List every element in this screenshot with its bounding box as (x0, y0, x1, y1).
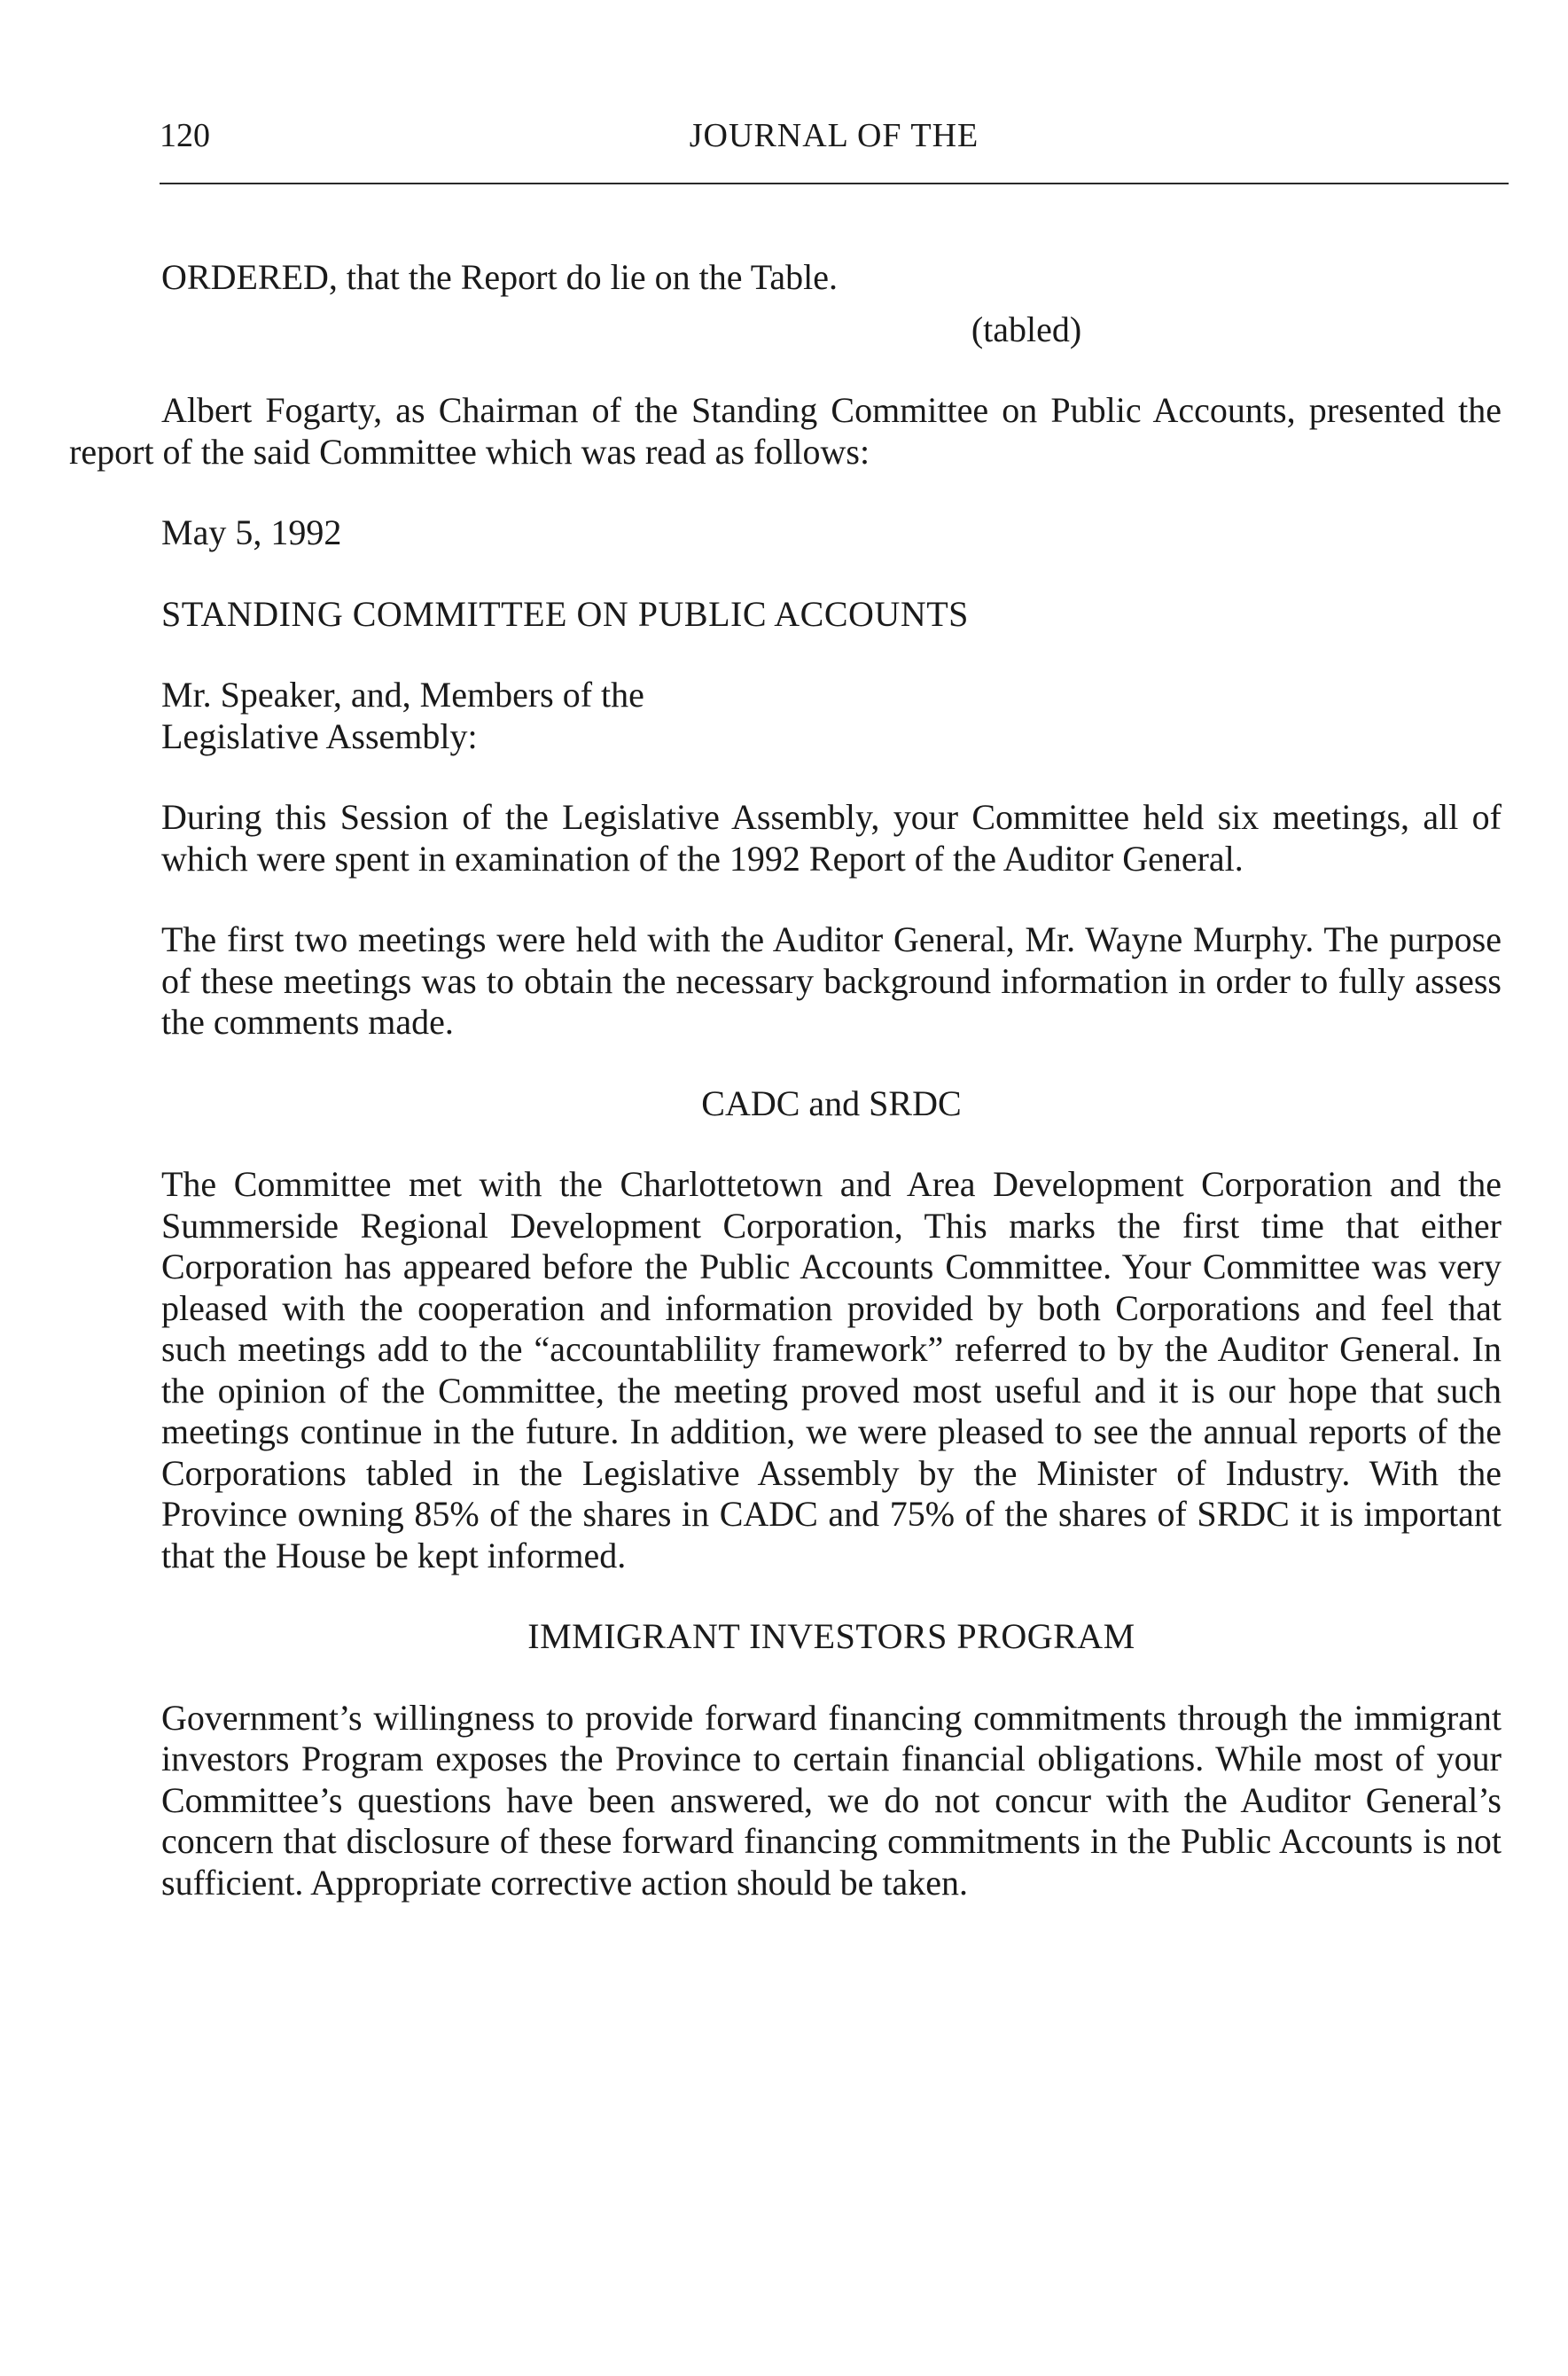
salutation (161, 675, 1502, 757)
committee-title: STANDING COMMITTEE ON PUBLIC ACCOUNTS (161, 593, 969, 634)
page-number: 120 (160, 117, 210, 154)
cadc-paragraph: The Committee met with the Charlottetown and Area Development Corporation and the Summerside Regional Development Corporation, This marks the first time that either Corporation has appeared before the Public Accounts Committee. Your Committee was very pleased with the cooperation and information provided by both Corporations and feel that such meetings add to the “accountablility framework” referred to by the Auditor General. In the opinion of the Committee, the meeting proved most useful and it is our hope that such meetings continue in the future. In addition, we were pleased to see the annual reports of the Corporations tabled in the Legislative Assembly by the Minister of Industry. With the Province owning 85% of the shares in CADC and 75% of the shares of SRDC it is important that the House be kept informed. (161, 1164, 1502, 1575)
section-heading-immigrant: IMMIGRANT INVESTORS PROGRAM (527, 1616, 1135, 1656)
immigrant-paragraph: Government’s willingness to provide forward financing commitments through the immigrant investors Program exposes the Province to certain financial obligations. While most of your Committee’s questions have been answered, we do not concur with the Auditor General’s concern that disclosure of these forward financing commitments in the Public Accounts is not sufficient. Appropriate corrective action should be taken. (161, 1697, 1502, 1903)
salutation-line-1: Mr. Speaker, and, Members of the (161, 675, 644, 715)
header-rule (160, 183, 1509, 184)
session-paragraph: During this Session of the Legislative Assembly, your Committee held six meetings, all of which were spent in examination of the 1992 Report of the Auditor General. (161, 797, 1502, 879)
page-body (69, 257, 1502, 1903)
ordered-line: ORDERED, that the Report do lie on the Table. (161, 257, 838, 297)
tabled-note: (tabled) (971, 309, 1082, 349)
first-meetings-paragraph: The first two meetings were held with the Auditor General, Mr. Wayne Murphy. The purpose of these meetings was to obtain the necessary background information in order to fully assess the comments made. (161, 919, 1502, 1042)
page-header (160, 113, 1509, 158)
report-date: May 5, 1992 (161, 512, 342, 552)
salutation-line-2: Legislative Assembly: (161, 715, 478, 756)
intro-paragraph: Albert Fogarty, as Chairman of the Standing Committee on Public Accounts, presented the report of the said Committee which was read as follows: (69, 390, 1502, 472)
section-heading-cadc: CADC and SRDC (701, 1082, 962, 1123)
running-head: JOURNAL OF THE (689, 117, 979, 154)
